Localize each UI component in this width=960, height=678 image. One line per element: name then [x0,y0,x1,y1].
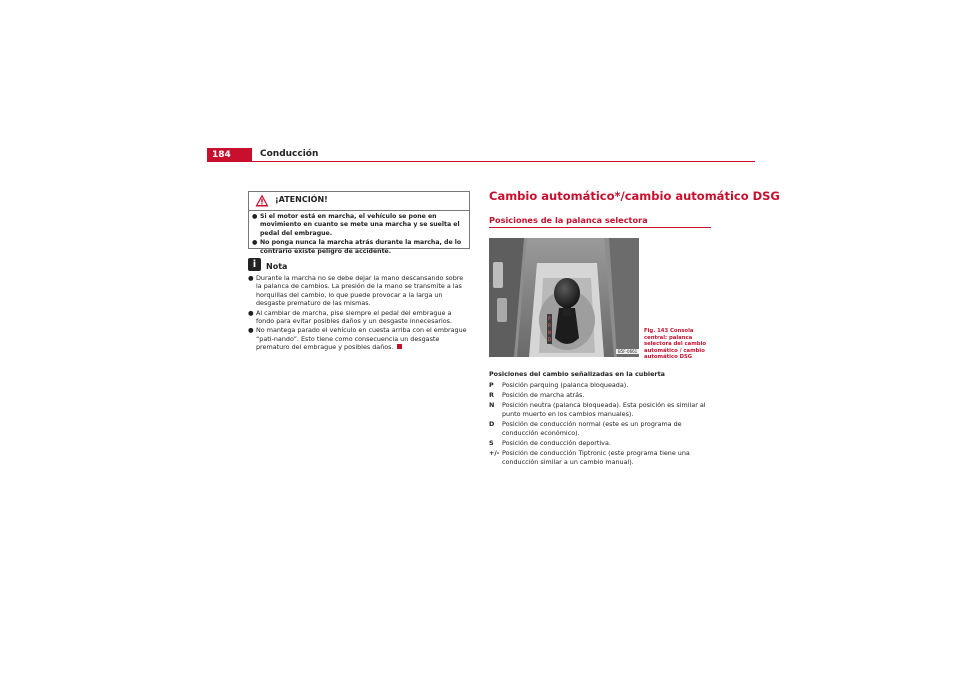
warning-title: ¡ATENCIÓN! [275,195,328,204]
note-icon: i [248,258,261,271]
position-item: N Posición neutra (palanca bloqueada). Esta posición es similar al punto muerto en los cambios manuales). [489,401,706,418]
positions-list [489,381,714,468]
gear-selector-photo [489,238,639,357]
warning-item: ● Si el motor está en marcha, el vehículo se pone en movimiento en cuanto se mete una marcha y se suelta el pedal del embrague. [252,213,460,237]
warning-item: ● No ponga nunca la marcha atrás durante la marcha, de lo contrario existe peligro de accidente. [252,239,462,255]
section-title: Cambio automático*/cambio automático DSG [489,189,780,203]
warning-header [249,192,469,211]
gate-label-d: D [547,337,552,342]
warning-list [252,213,466,257]
note-title: Nota [266,262,288,271]
positions-title: Posiciones del cambio señalizadas en la cubierta [489,370,665,378]
subsection-title: Posiciones de la palanca selectora [489,215,648,225]
gate-label-r: R [548,323,551,328]
subsection-rule [489,227,711,228]
position-item: D Posición de conducción normal (este es un programa de conducción económico). [489,420,682,437]
warning-triangle-icon [255,194,269,207]
position-item: P Posición parquing (palanca bloqueada). [489,381,629,389]
position-item: +/- Posición de conducción Tiptronic (este programa tiene una conducción similar a un cambio manual). [489,449,690,466]
note-item: ● Al cambiar de marcha, pise siempre el pedal del embrague a fondo para evitar posibles daños y un desgaste innecesarios. [248,308,453,326]
position-item: R Posición de marcha atrás. [489,391,585,400]
chapter-title: Conducción [260,149,319,159]
figure-caption: Fig. 143 Consola central: palanca selectora del cambio automático / cambio automático DSG [644,328,707,361]
note-list [248,274,470,353]
gate-label-n: N [548,330,551,335]
header-rule [207,161,755,162]
gate-label-p: P [548,316,551,321]
page-number: 184 [207,148,252,162]
note-item: ● No mantega parado el vehículo en cuesta arriba con el embrague “pati-nando”. Esto tiene como consecuencia un desgaste prematuro del embrague y posibles daños. [248,326,467,352]
note-item: ● Durante la marcha no se debe dejar la mano descansando sobre la palanca de cambios. La presión de la mano se transmite a las horquillas del cambio, lo que puede provocar a la larga un desgaste prematuro de las mismas. [248,274,464,308]
warning-box [248,191,470,255]
figure-code: B5F-0661 [618,349,638,354]
section-end-marker [397,344,402,349]
position-item: S Posición de conducción deportiva. [489,438,611,447]
gear-selector-illustration [489,238,639,357]
